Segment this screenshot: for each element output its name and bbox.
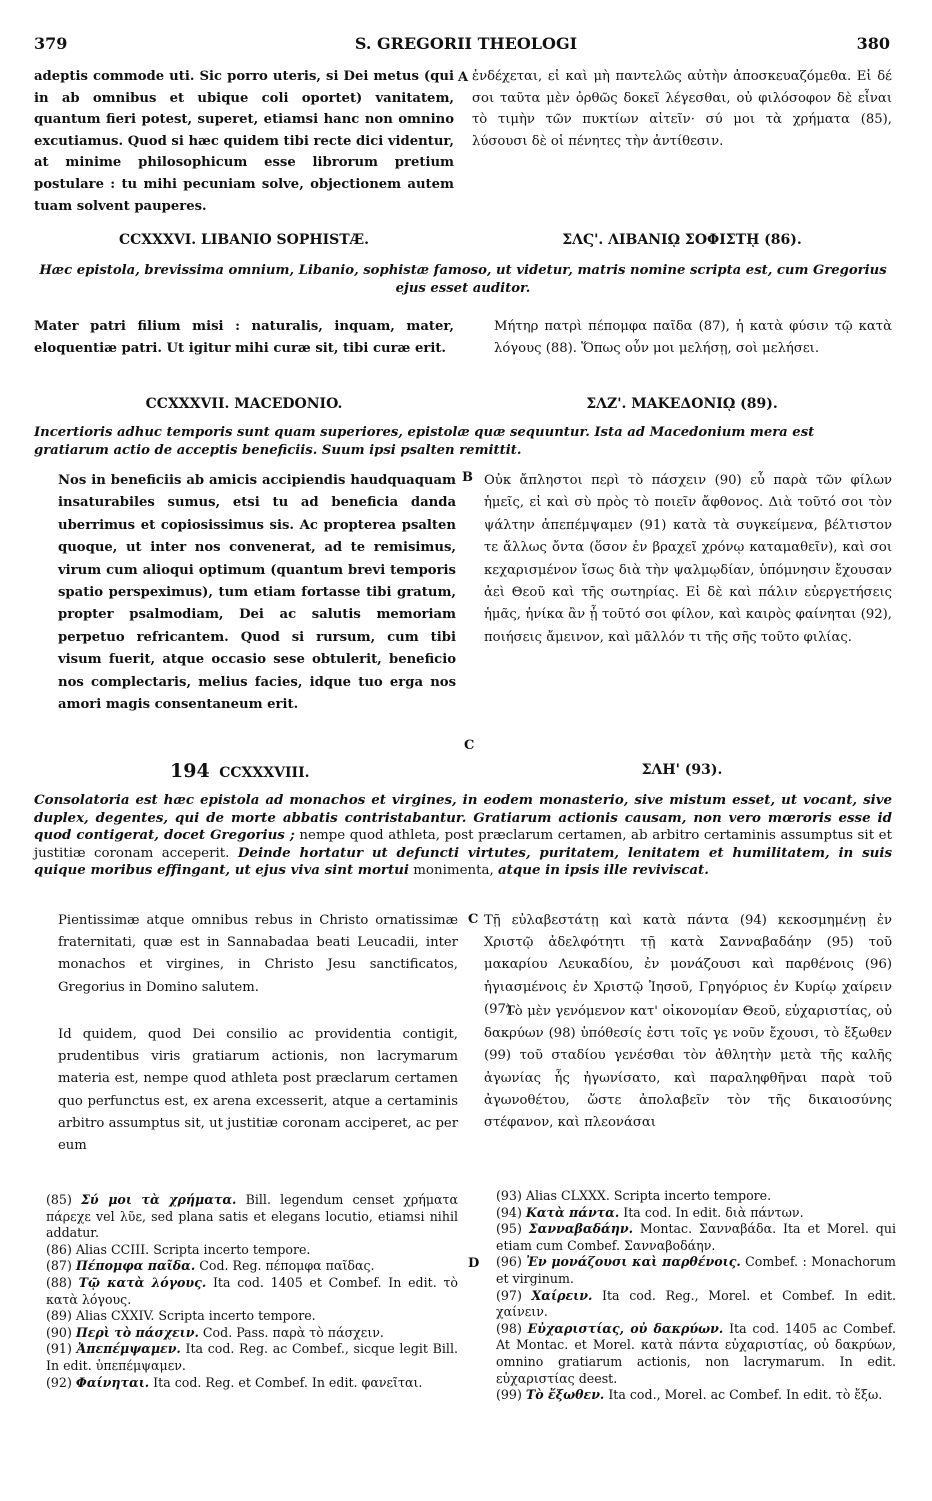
latin-salutation-238: Pientissimæ atque omnibus rebus in Christo ornatissimæ fraternitati, quæ est in Sannabadaa beati Leucadii, inter monachos et virgines, in Christo Jesu sanctificatos, Gregorius in Domino salutem. [58,913,458,995]
footnotes-right [496,1188,896,1404]
footnote-97: (97) Χαίρειν. Ita cod. Reg., Morel. et Combef. In edit. χαίνειν. [496,1287,896,1320]
greek-text-236: Μήτηρ πατρὶ πέπομφα παῖδα (87), ἡ κατὰ φύσιν τῷ κατὰ λόγους (88). Ὅπως οὖν μοι μελήσῃ, σοὶ μελήσει. [494,319,892,356]
footnote-94: (94) Κατὰ πάντα. Ita cod. In edit. διὰ πάντων. [496,1204,804,1220]
footnote-92: (92) Φαίνηται. Ita cod. Reg. et Combef. In edit. φανεῖται. [46,1374,423,1390]
footnote-88: (88) Τῷ κατὰ λόγους. Ita cod. 1405 et Combef. In edit. τὸ κατὰ λόγους. [46,1274,458,1307]
argument-237: Incertioris adhuc temporis sunt quam superiores, epistolæ quæ sequuntur. Ista ad Macedonium mera est gratiarum actio de acceptis beneficiis. Suum ipsi psalten remittit. [34,425,815,458]
top-greek-text: ἐνδέχεται, εἰ καὶ μὴ παντελῶς αὐτὴν ἀποσκευαζόμεθα. Εἰ δέ σοι ταῦτα μὲν ὀρθῶς δοκεῖ λέγεσθαι, οὐ φιλόσοφον δὲ εἶναι τὸ τιμὴν τῶν πυκτίων αἰτεῖν· σύ μοι τὰ χρήματα (85), λύσουσι δὲ οἱ πένητες τὴν ἀντίθεσιν. [472,69,892,149]
footnote-99: (99) Τὸ ἔξωθεν. Ita cod., Morel. ac Combef. In edit. τὸ ἔξω. [496,1387,883,1403]
footnote-89: (89) Alias CXXIV. Scripta incerto tempore. [46,1308,316,1324]
left-page-number: 379 [34,34,68,53]
latin-heading-236: CCXXXVI. LIBANIO SOPHISTÆ. [118,232,370,248]
argument-236: Hæc epistola, brevissima omnium, Libanio, sophistæ famoso, ut videtur, matris nomine scripta est, cum Gregorius ejus esset auditor. [39,263,887,296]
footnote-93: (93) Alias CLXXX. Scripta incerto tempore. [496,1188,772,1203]
latin-text-236: Mater patri filium misi : naturalis, inquam, mater, eloquentiæ patri. Ut igitur mihi curæ sit, tibi curæ erit. [34,319,454,356]
column-page-mark: 194 [170,760,210,782]
footnote-90: (90) Περὶ τὸ πάσχειν. Cod. Pass. παρὰ τὸ πάσχειν. [46,1324,384,1340]
footnote-91: (91) Ἀπεπέμψαμεν. Ita cod. Reg. ac Combef., sicque legit Bill. In edit. ὑπεπέμψαμεν. [46,1341,458,1373]
footnote-86: (86) Alias CCIII. Scripta incerto tempore. [46,1241,311,1257]
right-page-number: 380 [856,34,890,53]
footnote-87: (87) Πέπομφα παῖδα. Cod. Reg. πέπομφα παῖδας. [46,1258,375,1274]
top-latin-text: adeptis commode uti. Sic porro uteris, si Dei metus (qui in ab omnibus et ubique coli oportet) vanitatem, quantum fieri potest, superet, etiamsi hanc non omnino excutiamus. Quod si hæc quidem tibi recte dici videntur, at minime philosophicum esse librorum pretium postulare : tu mihi pecuniam solve, objectionem autem tuam solvent pauperes. [34,69,454,214]
margin-mark-d: D [468,1256,480,1271]
latin-body-238: Id quidem, quod Dei consilio ac providentia contigit, prudentibus viris gratiarum actionis, non lacrymarum materia est, nempe quod athleta post præclarum certamen quo perfunctus est, ex arena excesserit, atque a certaminis arbitro assumptus sit, ut justitiæ coronam acciperet, ac per eum [58,1027,458,1154]
footnote-96: (96) Ἐν μονάζουσι καὶ παρθένοις. Combef. : Monachorum et virginum. [496,1254,896,1286]
margin-mark-c-second: C [468,912,479,927]
footnote-98: (98) Εὐχαριστίας, οὐ δακρύων. Ita cod. 1405 ac Combef. At Montac. et Morel. κατὰ πάντα εὐχαριστίας, οὐ δακρύων, omnino gratiarum actionis, non lacrymarum. In edit. εὐχαριστίας deest. [496,1320,896,1386]
argument-238: Consolatoria est hæc epistola ad monachos et virgines, in eodem monasterio, sive mistum esset, ut vocant, sive duplex, degentes, qui de morte abbatis contristabantur. Gratiarum actionis causam, non vero mœroris esse id quod contigerat, docet Gregorius ; nempe quod athleta, post præclarum certamen, ab arbitro certaminis assumptus sit et justitiæ coronam acceperit. Deinde hortatur ut defuncti virtutes, puritatem, lenitatem et humilitatem, in suis quique moribus effingant, ut ejus viva sint mortui monimenta, atque in ipsis ille reviviscat. [34,792,892,879]
latin-text-237: Nos in beneficiis ab amicis accipiendis haudquaquam insaturabiles sumus, etsi tu ad beneficia danda uberrimus et copiosissimus sis. Ac propterea psalten quoque, ut inter nos convenerat, ad te remisimus, virum cum alioqui optimum (quantum brevi temporis spatio perspeximus), tum etiam fortasse tibi gratum, propter psalmodiam, Dei ac salutis memoriam perpetuo refricantem. Quod si rursum, cum tibi visum fuerit, atque occasio sese obtulerit, beneficio nos complectaris, melius facies, idque tuo erga nos amori magis consentaneum erit. [58,473,456,713]
footnote-85: (85) Σύ μοι τὰ χρήματα. Bill. legendum censet χρήματα πάρεχε vel λῦε, sed plana satis et elegans locutio, etiamsi nihil addatur. [46,1192,458,1241]
margin-mark-c: C [464,738,475,753]
greek-heading-238: ΣΛΗ' (93). [641,762,723,778]
latin-heading-238: 194 CCXXXVIII. [170,760,310,782]
greek-body-238: Τὸ μὲν γενόμενον κατ' οἰκονομίαν Θεοῦ, εὐχαριστίας, οὐ δακρύων (98) ὑπόθεσίς ἐστι τοῖς γε νοῦν ἔχουσι, τὸ ἔξωθεν (99) τοῦ σταδίου γενέσθαι τὸν ἀθλητὴν μετὰ τῆς καλῆς ἀγωνίας ἧς ἠγωνίσατο, καὶ παραληφθῆναι παρὰ τοῦ ἀγωνοθέτου, ὥστε ἀπολαβεῖν τὸν τῆς δικαιοσύνης στέφανον, καὶ πλεονάσαι [484,1004,892,1131]
footnote-95: (95) Σανναβαδάην. Montac. Σανναβάδα. Ita et Morel. qui etiam cum Combef. Σανναβοδάην. [496,1221,896,1253]
margin-mark-b: B [462,470,473,485]
footnotes-left [46,1192,458,1391]
latin-heading-237: CCXXXVII. MACEDONIO. [145,396,343,412]
greek-text-237: Οὐκ ἄπληστοι περὶ τὸ πάσχειν (90) εὖ παρὰ τῶν φίλων ἡμεῖς, εἰ καὶ σὺ πρὸς τὸ ποιεῖν ἄφθονος. Διὰ τοῦτό σοι τὸν ψάλτην ἀπεπέμψαμεν (91) κατὰ τὰ συγκείμενα, βέλτιστον τε ἄλλως ὄντα (ὅσον ἐν βραχεῖ χρόνῳ καταμαθεῖν), καὶ σοι κεχαρισμένον ἴσως διὰ τὴν ψαλμῳδίαν, ὑπόμνησιν ἔχουσαν ἀεὶ Θεοῦ καὶ τῆς σωτηρίας. Εἰ δὲ καὶ πάλιν εὐεργετήσεις ἡμᾶς, ἡνίκα ἂν ᾖ τοῦτό σοι φίλον, καὶ καιρὸς φαίνηται (92), ποιήσεις ἄμεινον, καὶ μᾶλλόν τι τῆς σῆς τοῦτο φιλίας. [484,473,892,645]
greek-heading-236: ΣΛϚ'. ΛΙΒΑΝΙῼ ΣΟΦΙΣΤῌ (86). [562,232,802,248]
margin-mark-a: A [458,70,469,85]
greek-salutation-238: Τῇ εὐλαβεστάτῃ καὶ κατὰ πάντα (94) κεκοσμημένῃ ἐν Χριστῷ ἀδελφότητι τῇ κατὰ Σανναβαδάην (95) τοῦ μακαρίου Λευκαδίου, ἐν μονάζουσι καὶ παρθένοις (96) ἡγιασμένοις ἐν Χριστῷ Ἰησοῦ, Γρηγόριος ἐν Κυρίῳ χαίρειν (97). [484,913,892,1017]
greek-heading-237: ΣΛΖ'. ΜΑΚΕΔΟΝΙῼ (89). [586,396,778,412]
running-title: S. GREGORII THEOLOGI [354,34,578,53]
